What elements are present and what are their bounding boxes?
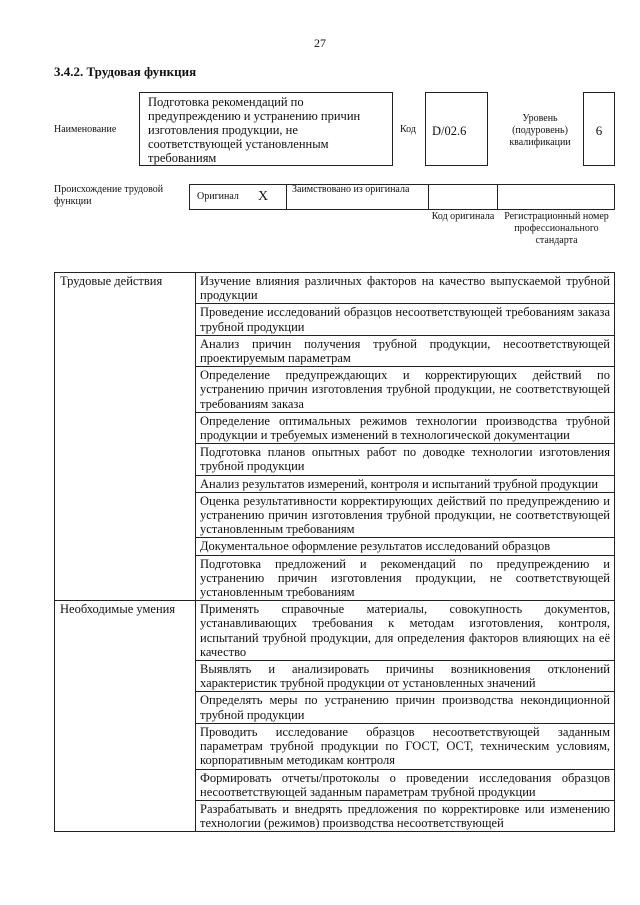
- table-cell: Выявлять и анализировать причины возникновения отклонений характеристик трубной продукции от установленных значений: [196, 661, 615, 692]
- section-title: 3.4.2. Трудовая функция: [54, 64, 197, 79]
- table-cell: Документальное оформление результатов исследований образцов: [196, 538, 615, 555]
- table-row: [55, 555, 615, 601]
- table-row: [55, 304, 615, 335]
- page-number: 27: [314, 36, 326, 50]
- category-cell: [55, 555, 196, 601]
- level-value: 6: [595, 123, 603, 138]
- origin-divider: [428, 185, 429, 209]
- table-cell: Изучение влияния различных факторов на качество выпускаемой трубной продукции: [196, 273, 615, 304]
- category-cell: [55, 769, 196, 800]
- table-row: [55, 538, 615, 555]
- table-row: [55, 273, 615, 304]
- category-cell: [55, 538, 196, 555]
- category-cell: [55, 412, 196, 443]
- table-cell: Определение оптимальных режимов технологии производства трубной продукции и требуемых изменений в технологической документации: [196, 412, 615, 443]
- category-cell: [55, 723, 196, 769]
- code-original-label: Код оригинала: [431, 211, 495, 222]
- table-row: [55, 412, 615, 443]
- table-row: [55, 492, 615, 538]
- category-cell: [55, 444, 196, 475]
- table-row: [55, 367, 615, 413]
- table-cell: Формировать отчеты/протоколы о проведении исследования образцов несоответствующей заданным параметрам трубной продукции: [196, 769, 615, 800]
- table-row: [55, 661, 615, 692]
- category-label: Трудовые действия: [55, 273, 196, 304]
- original-mark: X: [258, 189, 269, 204]
- origin-divider: [497, 185, 498, 209]
- category-cell: [55, 661, 196, 692]
- table-cell: Подготовка планов опытных работ по доводке технологии изготовления трубной продукции: [196, 444, 615, 475]
- borrowed-label: Заимствовано из оригинала: [292, 184, 410, 195]
- table-cell: Анализ результатов измерений, контроля и испытаний трубной продукции: [196, 475, 615, 492]
- name-label: Наименование: [54, 124, 117, 135]
- table-cell: Определение предупреждающих и корректирующих действий по устранению причин изготовления трубной продукции, не соответствующей требованиям заказа: [196, 367, 615, 413]
- table-row: [55, 444, 615, 475]
- table-cell: Проведение исследований образцов несоответствующей требованиям заказа трубной продукции: [196, 304, 615, 335]
- level-label: Уровень (подуровень) квалификации: [509, 113, 571, 148]
- category-cell: [55, 800, 196, 831]
- labor-function-table: [54, 272, 615, 832]
- category-cell: [55, 692, 196, 723]
- table-cell: Разрабатывать и внедрять предложения по корректировке или изменению технологии (режимов) производства несоответствующей: [196, 800, 615, 831]
- table-cell: Анализ причин получения трубной продукции, несоответствующей проектируемым параметрам: [196, 335, 615, 366]
- registration-label: Регистрационный номер профессионального стандарта: [504, 211, 609, 246]
- table-row: [55, 335, 615, 366]
- name-value: Подготовка рекомендаций по предупреждению и устранению причин изготовления продукции, не соответствующей установленным требованиям: [139, 92, 393, 166]
- table-row: [55, 769, 615, 800]
- table-cell: Оценка результативности корректирующих действий по предупреждению и устранению причин изготовления трубной продукции, не соответствующей установленным требованиям: [196, 492, 615, 538]
- table-cell: Применять справочные материалы, совокупность документов, устанавливающих требования к методам изготовления, контроля, испытаний трубной продукции, для определения факторов влияющих на её качество: [196, 601, 615, 661]
- table-cell: Определять меры по устранению причин производства некондиционной трубной продукции: [196, 692, 615, 723]
- table-row: [55, 723, 615, 769]
- table-row: [55, 475, 615, 492]
- code-value: D/02.6: [432, 124, 467, 138]
- category-cell: [55, 492, 196, 538]
- code-label: Код: [400, 124, 416, 135]
- table-row: [55, 800, 615, 831]
- original-label: Оригинал: [197, 191, 239, 202]
- origin-divider: [286, 185, 287, 209]
- table-cell: Проводить исследование образцов несоответствующей заданным параметрам трубной продукции по ГОСТ, ОСТ, техническим условиям, корпоративным методикам контроля: [196, 723, 615, 769]
- origin-label: Происхождение трудовой функции: [54, 184, 164, 207]
- category-cell: [55, 367, 196, 413]
- category-cell: [55, 304, 196, 335]
- category-cell: [55, 475, 196, 492]
- category-label: Необходимые умения: [55, 601, 196, 661]
- table-row: [55, 601, 615, 661]
- table-row: [55, 692, 615, 723]
- category-cell: [55, 335, 196, 366]
- table-cell: Подготовка предложений и рекомендаций по предупреждению и устранению причин изготовления продукции, не соответствующей установленным требованиям: [196, 555, 615, 601]
